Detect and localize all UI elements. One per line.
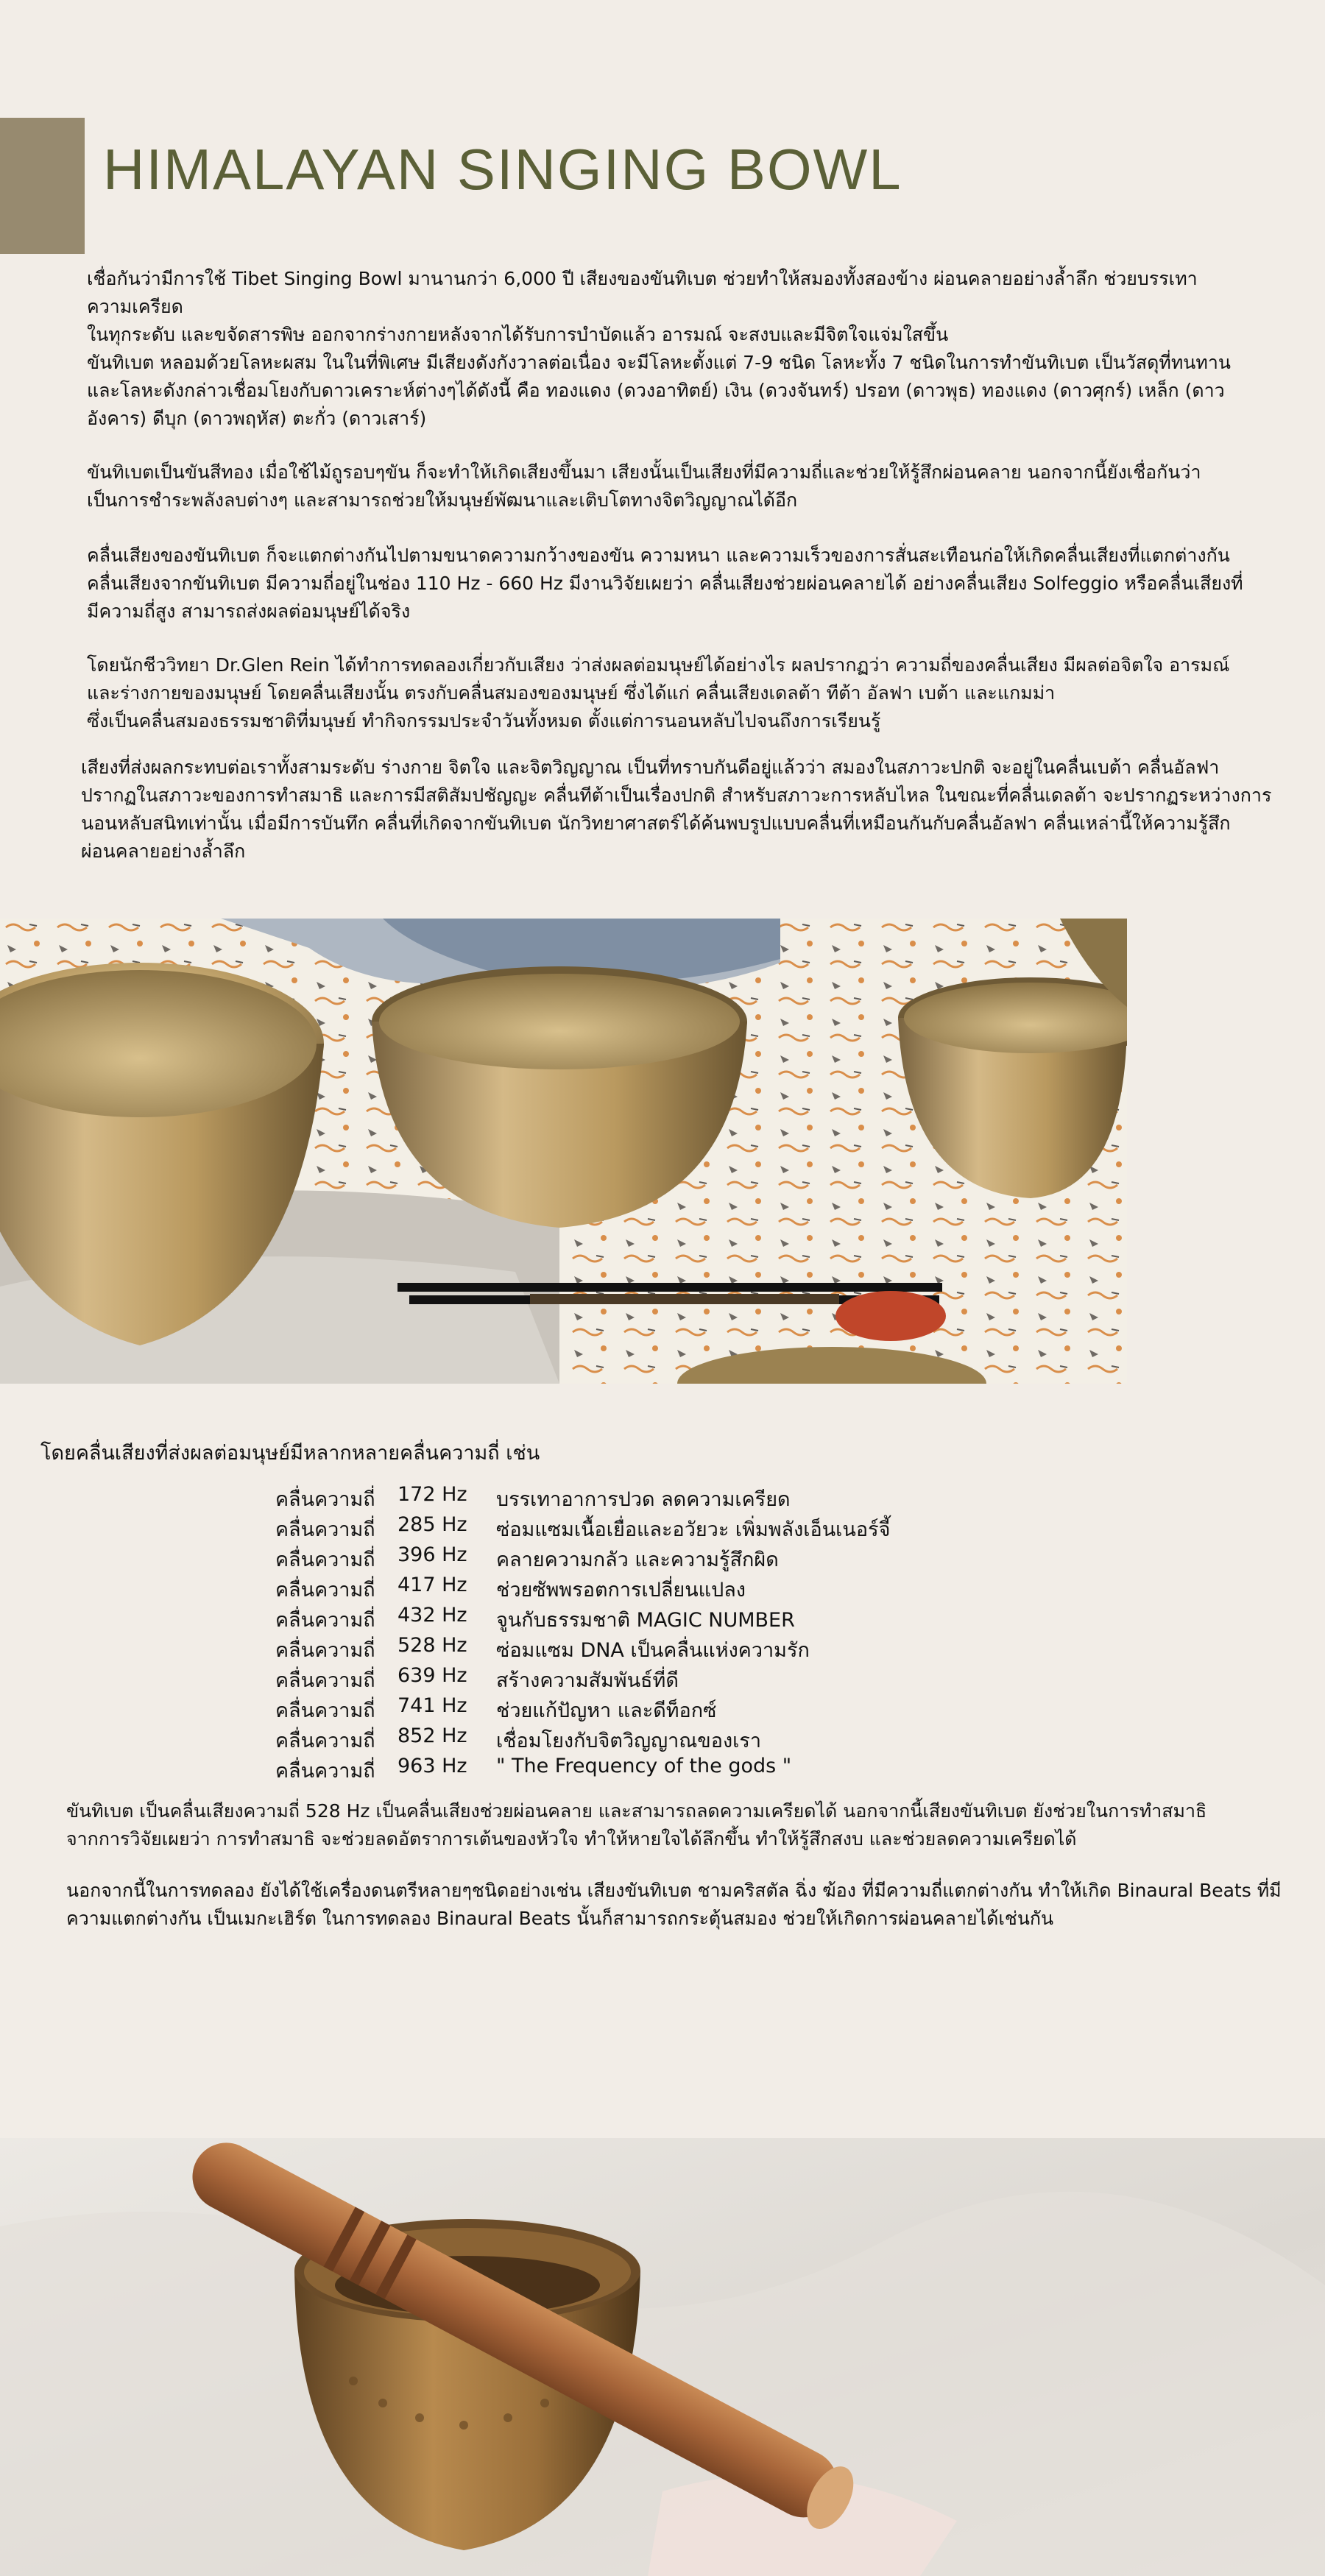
text-line: ขันทิเบต หลอมด้วยโลหะผสม ในในที่พิเศษ มีเสียงดังกังวาลต่อเนื่อง จะมีโลหะตั้งแต่ 7-9 ชนิด โลหะทั้ง 7 ชนิดในการทำขันทิเบต เป็นวัสดุที่ทนทาน — [87, 352, 1231, 373]
text-line: คลื่นเสียงจากขันทิเบต มีความถี่อยู่ในช่อง 110 Hz - 660 Hz มีงานวิจัยเผยว่า คลื่นเสียงช่วยผ่อนคลายได้ อย่างคลื่นเสียง Solfeggio หรือคลื่นเสียงที่ — [87, 573, 1243, 594]
text-line: เชื่อกันว่ามีการใช้ Tibet Singing Bowl มานานกว่า 6,000 ปี เสียงของขันทิเบต ช่วยทำให้สมองทั้งสองข้าง ผ่อนคลายอย่างล้ำลึก ช่วยบรรเทา — [87, 268, 1198, 289]
text-line: ความแตกต่างกัน เป็นเมกะเฮิร์ต ในการทดลอง Binaural Beats นั้นก็สามารถกระตุ้นสมอง ช่วยให้เกิดการผ่อนคลายได้เช่นกัน — [66, 1908, 1054, 1929]
intro-paragraph — [81, 265, 1231, 433]
research-paragraph — [87, 651, 1229, 735]
text-line: คลื่นเสียงของขันทิเบต ก็จะแตกต่างกันไปตามขนาดความกว้างของขัน ความหนา และความเร็วของการสั่นสะเทือนก่อให้เกิดคลื่นเสียงที่แตกต่างกัน — [87, 545, 1230, 566]
frequency-label: คลื่นความถี่ — [275, 1639, 375, 1662]
text-line: อังคาร) ดีบุก (ดาวพฤหัส) ตะกั่ว (ดาวเสาร์) — [87, 408, 427, 429]
sound-wave-paragraph — [87, 542, 1243, 626]
frequency-value: 432 Hz — [398, 1604, 467, 1627]
frequency-description: จูนกับธรรมชาติ MAGIC NUMBER — [496, 1609, 795, 1632]
frequency-description: ช่วยแก้ปัญหา และดีท็อกซ์ — [496, 1699, 717, 1722]
frequency-description: สร้างความสัมพันธ์ที่ดี — [496, 1669, 679, 1692]
frequency-description: ช่วยซัพพรอตการเปลี่ยนแปลง — [496, 1579, 746, 1602]
frequency-description: ซ่อมแซมเนื้อเยื่อและอวัยวะ เพิ่มพลังเอ็นเนอร์จี้ — [496, 1518, 891, 1541]
text-line: โดยนักชีววิทยา Dr.Glen Rein ได้ทำการทดลองเกี่ยวกับเสียง ว่าส่งผลต่อมนุษย์ได้อย่างไร ผลปรากฏว่า ความถี่ของคลื่นเสียง มีผลต่อจิตใจ อารมณ์ — [87, 654, 1230, 676]
frequency-value: 963 Hz — [398, 1755, 467, 1777]
frequency-value: 396 Hz — [398, 1543, 467, 1566]
frequency-label: คลื่นความถี่ — [275, 1760, 375, 1783]
text-line: ซึ่งเป็นคลื่นสมองธรรมชาติที่มนุษย์ ทำกิจกรรมประจำวันทั้งหมด ตั้งแต่การนอนหลับไปจนถึงการเรียนรู้ — [87, 710, 881, 732]
frequency-description: คลายความกลัว และความรู้สึกผิด — [496, 1549, 779, 1571]
frequency-label: คลื่นความถี่ — [275, 1699, 375, 1722]
frequency-label: คลื่นความถี่ — [275, 1549, 375, 1571]
frequency-label: คลื่นความถี่ — [275, 1579, 375, 1602]
frequency-value: 172 Hz — [398, 1483, 467, 1506]
frequency-value: 852 Hz — [398, 1724, 467, 1747]
frequency-value: 417 Hz — [398, 1574, 467, 1596]
text-line: มีความถี่สูง สามารถส่งผลต่อมนุษย์ได้จริง — [87, 601, 411, 622]
text-line: และร่างกายของมนุษย์ โดยคลื่นเสียงนั้น ตรงกับคลื่นสมองของมนุษย์ ซึ่งได้แก่ คลื่นเสียงเดลต้า ทีต้า อัลฟา เบต้า และแกมม่า — [87, 682, 1056, 704]
brainwave-paragraph — [81, 754, 1271, 866]
binaural-paragraph — [66, 1877, 1282, 1933]
frequency-intro: โดยคลื่นเสียงที่ส่งผลต่อมนุษย์มีหลากหลายคลื่นความถี่ เช่น — [40, 1442, 540, 1465]
text-line: นอนหลับสนิทเท่านั้น เมื่อมีการบันทึก คลื่นที่เกิดจากขันทิเบต นักวิทยาศาสตร์ได้ค้นพบรูปแบบคลื่นที่เหมือนกันกับคลื่นอัลฟา คลื่นเหล่านี้ให้ความรู้สึก — [81, 813, 1231, 834]
frequency-label: คลื่นความถี่ — [275, 1669, 375, 1692]
frequency-value: 528 Hz — [398, 1634, 467, 1657]
text-line: ปรากฏในสภาวะของการทำสมาธิ และการมีสติสัมปชัญญะ คลื่นทีต้าเป็นเรื่องปกติ สำหรับสภาวะการหลับไหล ในขณะที่คลื่นเดลต้า จะปรากฏระหว่างการ — [81, 785, 1272, 806]
frequency-description: " The Frequency of the gods " — [496, 1755, 792, 1777]
decorative-accent-block — [0, 118, 85, 254]
frequency-label: คลื่นความถี่ — [275, 1609, 375, 1632]
text-line: จากการวิจัยเผยว่า การทำสมาธิ จะช่วยลดอัตราการเต้นของหัวใจ ทำให้หายใจได้ลึกขึ้น ทำให้รู้สึกสงบ และช่วยลดความเครียดได้ — [66, 1828, 1077, 1850]
text-line: ในทุกระดับ และขจัดสารพิษ ออกจากร่างกายหลังจากได้รับการบำบัดแล้ว อารมณ์ จะสงบและมีจิตใจแจ่มใสขึ้น — [87, 324, 949, 345]
frequency-label: คลื่นความถี่ — [275, 1730, 375, 1752]
text-line: เป็นการชำระพลังลบต่างๆ และสามารถช่วยให้มนุษย์พัฒนาและเติบโตทางจิตวิญญาณได้อีก — [87, 489, 798, 511]
meditation-paragraph — [66, 1797, 1206, 1853]
text-line: ความเครียด — [87, 296, 183, 317]
frequency-value: 285 Hz — [398, 1513, 467, 1536]
frequency-description: เชื่อมโยงกับจิตวิญญาณของเรา — [496, 1730, 762, 1752]
text-line: ผ่อนคลายอย่างล้ำลึก — [81, 841, 246, 862]
text-line: นอกจากนี้ในการทดลอง ยังได้ใช้เครื่องดนตรีหลายๆชนิดอย่างเช่น เสียงขันทิเบต ชามคริสตัล ฉิ่ง ฆ้อง ที่มีความถี่แตกต่างกัน ทำให้เกิด Binaural Beats ที่มี — [66, 1880, 1282, 1901]
frequency-label: คลื่นความถี่ — [275, 1518, 375, 1541]
frequency-description: บรรเทาอาการปวด ลดความเครียด — [496, 1488, 791, 1511]
frequency-description: ซ่อมแซม DNA เป็นคลื่นแห่งความรัก — [496, 1639, 810, 1662]
golden-bowl-paragraph — [87, 459, 1201, 514]
frequency-label: คลื่นความถี่ — [275, 1488, 375, 1511]
frequency-value: 741 Hz — [398, 1694, 467, 1717]
bowl-and-mallet-photo — [0, 2138, 1325, 2576]
text-line: และโลหะดังกล่าวเชื่อมโยงกับดาวเคราะห์ต่างๆได้ดังนี้ คือ ทองแดง (ดวงอาทิตย์) เงิน (ดวงจันทร์) ปรอท (ดาวพุธ) ทองแดง (ดาวศุกร์) เหล็ก (ดาว — [87, 380, 1225, 401]
text-line: ขันทิเบต เป็นคลื่นเสียงความถี่ 528 Hz เป็นคลื่นเสียงช่วยผ่อนคลาย และสามารถลดความเครียดได้ นอกจากนี้เสียงขันทิเบต ยังช่วยในการทำสมาธิ — [66, 1800, 1207, 1822]
text-line: ขันทิเบตเป็นขันสีทอง เมื่อใช้ไม้ถูรอบๆขัน ก็จะทำให้เกิดเสียงขึ้นมา เสียงนั้นเป็นเสียงที่มีความถี่และช่วยให้รู้สึกผ่อนคลาย นอกจากนี้ยังเชื่อกันว่า — [87, 461, 1201, 483]
singing-bowls-photo — [0, 919, 1127, 1384]
page-title: HIMALAYAN SINGING BOWL — [103, 137, 902, 202]
frequency-value: 639 Hz — [398, 1664, 467, 1687]
text-line: เสียงที่ส่งผลกระทบต่อเราทั้งสามระดับ ร่างกาย จิตใจ และจิตวิญญาณ เป็นที่ทราบกันดีอยู่แล้วว่า สมองในสภาวะปกติ จะอยู่ในคลื่นเบต้า คลื่นอัลฟา — [81, 757, 1220, 778]
